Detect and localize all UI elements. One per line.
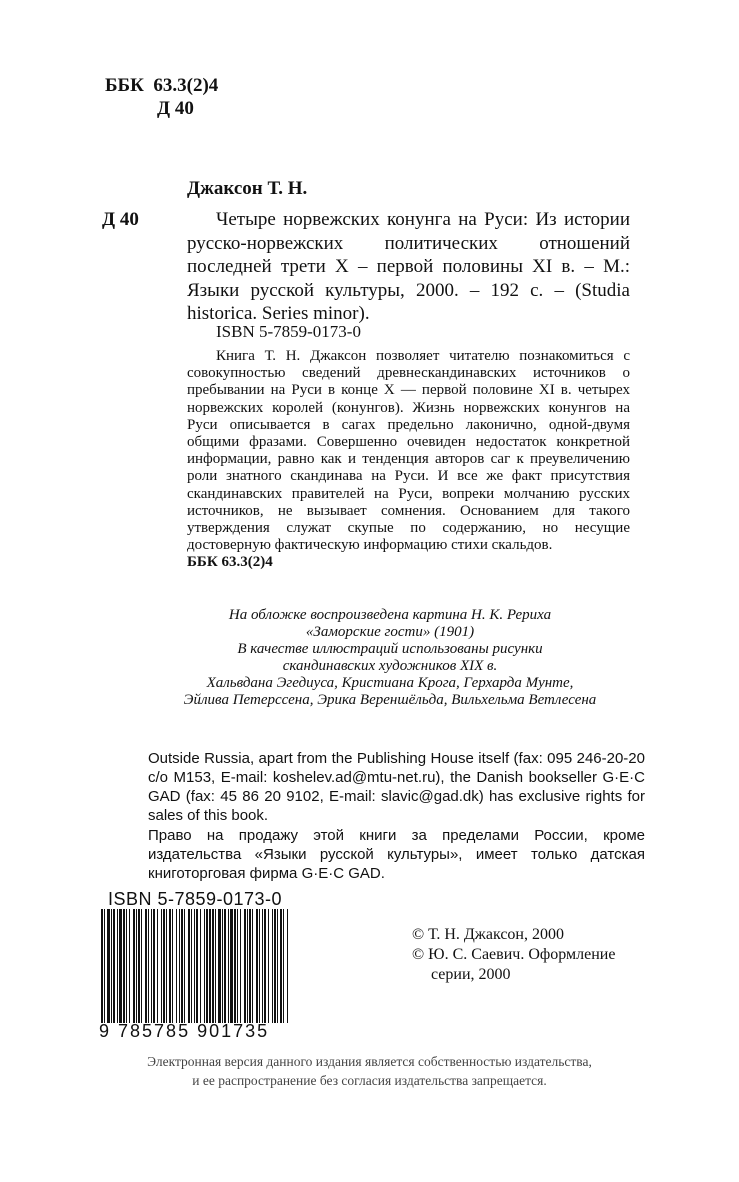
barcode-bar — [169, 909, 171, 1023]
barcode-bar — [141, 909, 142, 1023]
annotation — [187, 348, 630, 572]
barcode-bar — [176, 909, 177, 1023]
barcode-bar — [280, 909, 282, 1023]
copyright-line: © Т. Н. Джаксон, 2000 — [412, 926, 564, 943]
barcode-bar — [119, 909, 122, 1023]
barcode-bar — [104, 909, 105, 1023]
barcode-bar — [151, 909, 152, 1023]
entry-cutter: Д 40 — [102, 209, 139, 230]
electronic-version-disclaimer — [0, 1052, 739, 1090]
barcode-bar — [161, 909, 162, 1023]
barcode-bar — [145, 909, 147, 1023]
barcode-bar — [264, 909, 266, 1023]
cover-note-line: скандинавских художников XIX в. — [282, 658, 498, 674]
barcode-bar — [194, 909, 195, 1023]
foreign-rights-text: Outside Russia, apart from the Publishing House itself (fax: 095 246-20-20 c/o M153, E-mail: koshelev.ad@mtu-net.ru), the Danish bookseller G·E·C GAD (fax: 45 86 20 9102, E-mail: slavic@gad.dk) has exclusive rights for sales of this book. — [148, 750, 645, 824]
isbn-barcode — [99, 889, 291, 1044]
barcode-bar — [188, 909, 190, 1023]
bibliographic-description — [187, 208, 630, 326]
barcode-bar — [252, 909, 253, 1023]
cover-note-line: На обложке воспроизведена картина Н. К. Рериха — [228, 607, 552, 623]
barcode-bar — [196, 909, 198, 1023]
barcode-bar — [172, 909, 173, 1023]
barcode-bar — [224, 909, 226, 1023]
barcode-bar — [136, 909, 137, 1023]
barcode-bar — [153, 909, 155, 1023]
barcode-bar — [113, 909, 115, 1023]
copyright-line: серии, 2000 — [431, 966, 511, 983]
barcode-bar — [107, 909, 110, 1023]
barcode-bar — [237, 909, 238, 1023]
barcode-bar — [148, 909, 149, 1023]
isbn-line: ISBN 5-7859-0173-0 — [216, 322, 361, 341]
disclaimer-line: Электронная версия данного издания является собственностью издательства, — [147, 1054, 592, 1069]
annotation-text: Книга Т. Н. Джаксон позволяет читателю познакомиться с совокупностью сведений древнескандинавских источников о пребывании на Руси в конце X — первой половине XI в. четырех норвежских королей (конунгов). Жизнь норвежских конунгов на Руси описывается в сагах предельно лаконично, одной-двумя общими фразами. Совершенно очевиден недостаток конкретной информации, равно как и тенденция авторов саг к преувеличению роли знатного скандинава на Руси. И все же факт присутствия скандинавских правителей на Руси, вопреки молчанию русских источников, не вызывает сомнения. Основанием для такого утверждения служат скупые по содержанию, но несущие достоверную фактическую информацию стихи скальдов. — [187, 348, 630, 554]
barcode-bar — [126, 909, 127, 1023]
barcode-bar — [247, 909, 248, 1023]
barcode-bar — [240, 909, 241, 1023]
barcode-bar — [262, 909, 263, 1023]
barcode-bar — [117, 909, 118, 1023]
barcode-bar — [157, 909, 158, 1023]
barcode-bar — [230, 909, 233, 1023]
barcode-bars — [99, 909, 291, 1023]
cover-note-line: Эйлива Петерссена, Эрика Вереншёльда, Вильхельма Ветлесена — [183, 692, 597, 708]
description-text: Четыре норвежских конунга на Руси: Из истории русско-норвежских политических отношений последней трети X – первой половины XI в. – М.: Языки русской культуры, 2000. – 192 с. – (Studia historica. Series minor). — [187, 209, 630, 324]
barcode-bar — [274, 909, 276, 1023]
barcode-bar — [200, 909, 201, 1023]
cover-note-line: «Заморские гости» (1901) — [305, 624, 475, 640]
barcode-bar — [259, 909, 260, 1023]
barcode-bar — [129, 909, 130, 1023]
barcode-bar — [209, 909, 211, 1023]
barcode-bar — [277, 909, 278, 1023]
cover-note-line: В качестве иллюстраций использованы рисунки — [237, 641, 543, 657]
barcode-bar — [218, 909, 221, 1023]
cutter-number: Д 40 — [157, 98, 194, 119]
disclaimer-line: и ее распространение без согласия издательства запрещается. — [192, 1073, 547, 1088]
barcode-bar — [204, 909, 205, 1023]
foreign-rights-notice — [148, 749, 645, 825]
barcode-bar — [138, 909, 140, 1023]
barcode-bar — [283, 909, 284, 1023]
barcode-bar — [222, 909, 223, 1023]
barcode-bar — [133, 909, 135, 1023]
barcode-bar — [166, 909, 167, 1023]
barcode-bar — [268, 909, 269, 1023]
copyright-block — [412, 925, 615, 985]
barcode-bar — [212, 909, 214, 1023]
barcode-bar — [111, 909, 112, 1023]
russian-rights-notice — [148, 826, 645, 883]
russian-rights-text: Право на продажу этой книги за пределами России, кроме издательства «Языки русской культуры», имеет только датская книготорговая фирма G·E·C GAD. — [148, 827, 645, 882]
barcode-bar — [163, 909, 165, 1023]
barcode-bar — [249, 909, 251, 1023]
annotation-bbk-index: ББК 63.3(2)4 — [187, 554, 273, 571]
cover-note-line: Хальвдана Эгедиуса, Кристиана Крога, Герхарда Мунте, — [206, 675, 574, 691]
author-heading: Джаксон Т. Н. — [187, 178, 308, 199]
barcode-bar — [215, 909, 216, 1023]
barcode-bar — [272, 909, 273, 1023]
barcode-bar — [184, 909, 185, 1023]
barcode-isbn-text: ISBN 5-7859-0173-0 — [107, 889, 283, 909]
barcode-bar — [228, 909, 229, 1023]
bbk-code-block — [105, 74, 218, 120]
barcode-digits: 9 785785 901735 — [99, 1021, 270, 1041]
barcode-bar — [101, 909, 103, 1023]
barcode-bar — [123, 909, 125, 1023]
barcode-bar — [179, 909, 180, 1023]
bbk-label: ББК 63.3(2)4 — [105, 75, 219, 96]
barcode-bar — [206, 909, 208, 1023]
cover-illustration-notes — [150, 607, 630, 709]
barcode-bar — [181, 909, 183, 1023]
barcode-bar — [244, 909, 246, 1023]
barcode-bar — [234, 909, 236, 1023]
barcode-bar — [256, 909, 258, 1023]
copyright-line: © Ю. С. Саевич. Оформление — [412, 946, 616, 963]
barcode-bar — [287, 909, 288, 1023]
barcode-bar — [191, 909, 192, 1023]
